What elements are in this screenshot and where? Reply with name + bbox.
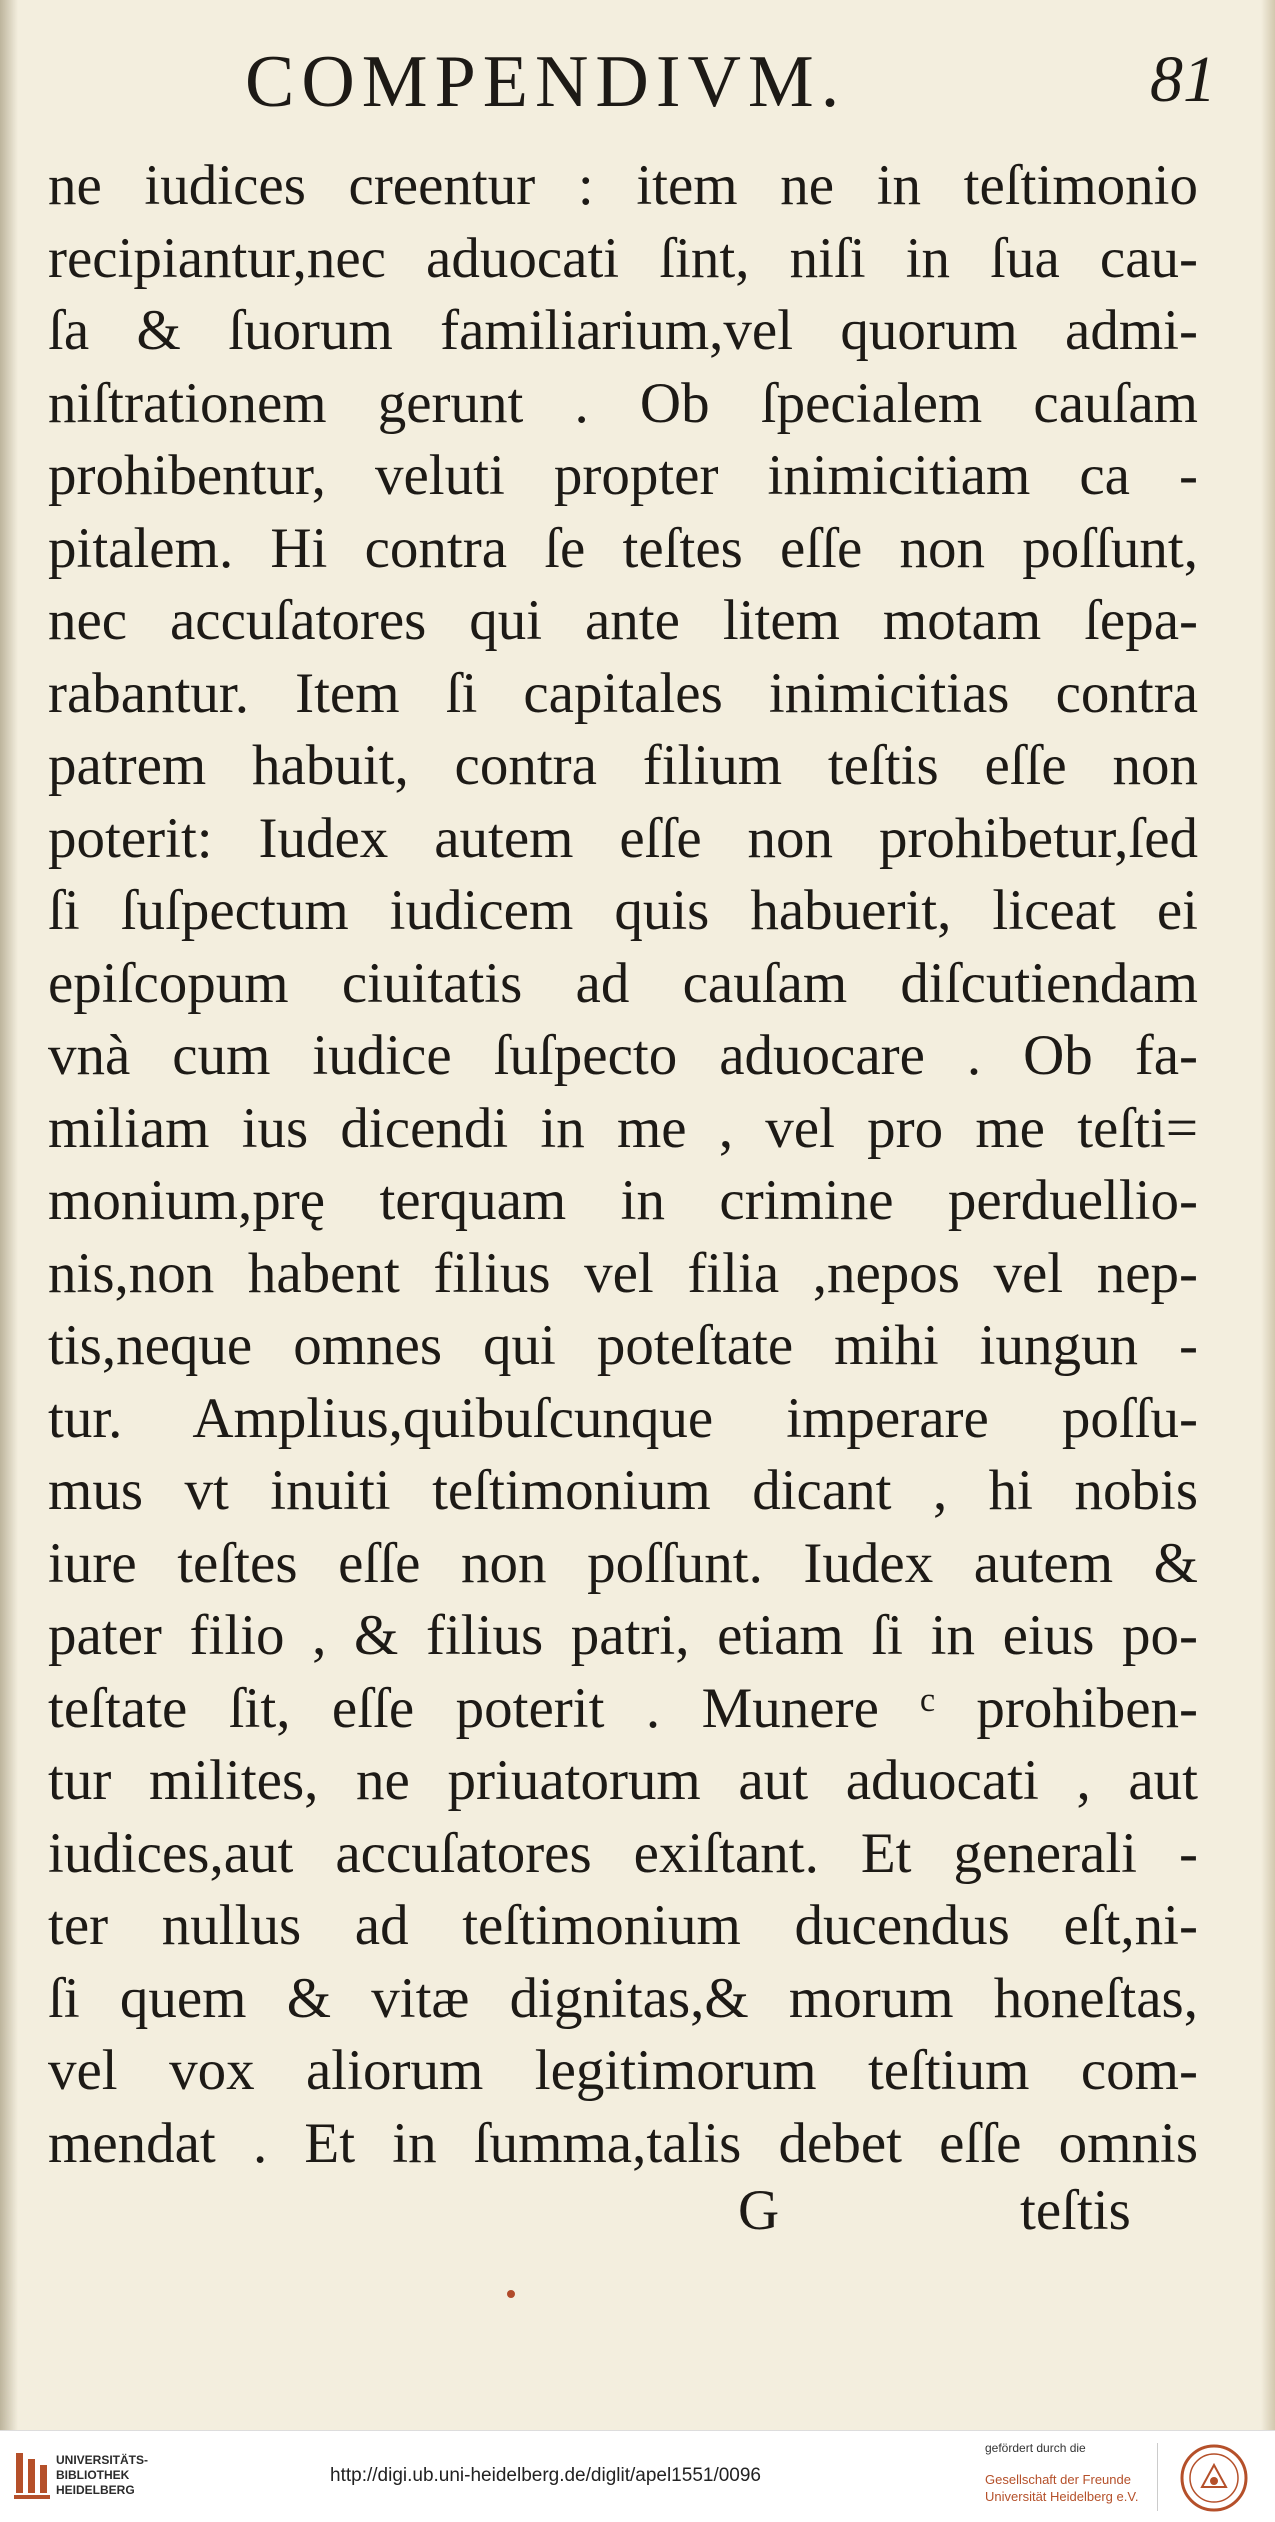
sponsor-name[interactable] <box>985 2471 1138 2505</box>
sponsor-name-line: Universität Heidelberg e.V. <box>985 2489 1139 2504</box>
text-line: ſi ſuſpectum iudicem quis habuerit, liceat ei <box>48 879 1198 942</box>
text-line: epiſcopum ciuitatis ad cauſam diſcutiendam <box>48 951 1198 1015</box>
text-line: nis,non habent filius vel filia ,nepos vel nep- <box>48 1241 1198 1305</box>
library-name-line: HEIDELBERG <box>56 2483 135 2497</box>
text-line: rabantur. Item ſi capitales inimicitias contra <box>48 661 1198 725</box>
page-header <box>0 30 1275 140</box>
text-line: iure teſtes eſſe non poſſunt. Iudex autem & <box>48 1531 1198 1595</box>
text-line: vel vox aliorum legitimorum teſtium com- <box>48 2039 1198 2102</box>
text-line: recipiantur,nec aduocati ſint, niſi in ſua cau- <box>48 226 1198 290</box>
text-line: teſtate ſit, eſſe poterit . Munere ᶜ prohiben- <box>48 1676 1198 1740</box>
text-line: vnà cum iudice ſuſpecto aduocare . Ob fa- <box>48 1024 1198 1087</box>
running-head: COMPENDIVM. <box>245 41 847 123</box>
viewer-footer-bar <box>0 2430 1275 2522</box>
text-line: pitalem. Hi contra ſe teſtes eſſe non poſſunt, <box>48 516 1198 580</box>
permalink-url[interactable]: http://digi.ub.uni-heidelberg.de/diglit/apel1551/0096 <box>330 2465 761 2486</box>
text-line: ſa & ſuorum familiarium,vel quorum admi- <box>48 299 1198 362</box>
text-line: miliam ius dicendi in me , vel pro me teſti= <box>48 1096 1198 1160</box>
text-line: tur. Amplius,quibuſcunque imperare poſſu- <box>48 1386 1198 1450</box>
text-line: ne iudices creentur : item ne in teſtimonio <box>48 154 1198 217</box>
university-logo-icon[interactable] <box>14 2449 50 2501</box>
footer-divider <box>1157 2443 1158 2511</box>
text-line: pater filio , & filius patri, etiam ſi in eius po- <box>48 1604 1198 1667</box>
text-line: poterit: Iudex autem eſſe non prohibetur,ſed <box>48 806 1198 870</box>
text-line: patrem habuit, contra filium teſtis eſſe non <box>48 734 1198 797</box>
text-line: tur milites, ne priuatorum aut aduocati , aut <box>48 1749 1198 1812</box>
sponsor-name-line: Gesellschaft der Freunde <box>985 2472 1131 2487</box>
text-line: mus vt inuiti teſtimonium dicant , hi nobis <box>48 1459 1198 1522</box>
signature-mark: G <box>738 2179 780 2242</box>
body-text <box>48 150 1198 2180</box>
text-line: ter nullus ad teſtimonium ducendus eſt,ni- <box>48 1894 1198 1957</box>
text-line: monium,prę terquam in crimine perduellio- <box>48 1169 1198 1232</box>
text-line: nec accuſatores qui ante litem motam ſepa- <box>48 589 1198 652</box>
university-seal-icon <box>1172 2443 1256 2513</box>
sponsor-label: gefördert durch die <box>985 2441 1086 2455</box>
folio-number: 81 <box>1150 43 1216 116</box>
text-line: mendat . Et in ſumma,talis debet eſſe omnis <box>48 2111 1198 2175</box>
text-line: tis,neque omnes qui poteſtate mihi iungun - <box>48 1314 1198 1377</box>
text-line: niſtrationem gerunt . Ob ſpecialem cauſam <box>48 371 1198 435</box>
university-library-name[interactable] <box>56 2453 216 2498</box>
library-name-line: BIBLIOTHEK <box>56 2468 130 2482</box>
text-line: ſi quem & vitæ dignitas,& morum honeſtas, <box>48 1966 1198 2030</box>
library-name-line: UNIVERSITÄTS- <box>56 2453 149 2467</box>
catchword: teſtis <box>1020 2179 1131 2242</box>
text-line: iudices,aut accuſatores exiſtant. Et generali - <box>48 1821 1198 1885</box>
text-line: prohibentur, veluti propter inimicitiam ca - <box>48 444 1198 507</box>
paper-speck <box>507 2290 515 2298</box>
